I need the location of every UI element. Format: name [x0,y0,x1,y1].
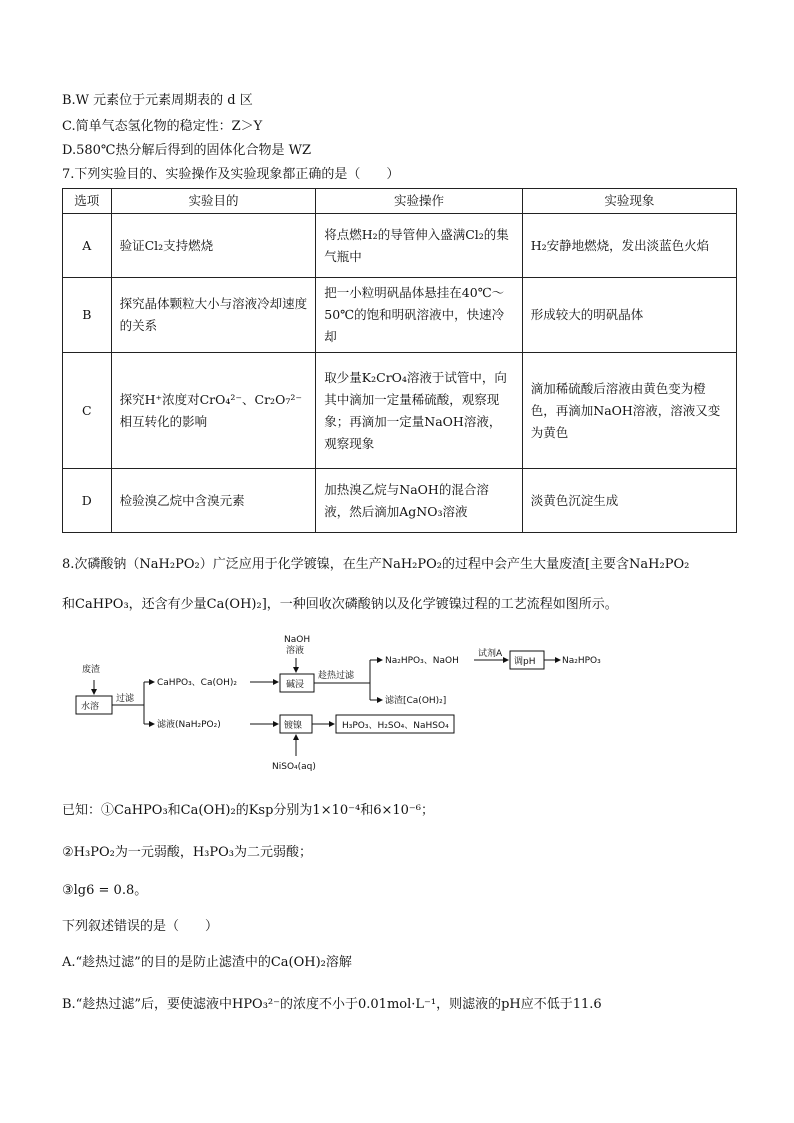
header-purpose: 实验目的 [111,189,316,214]
table-row [63,214,737,278]
header-operation: 实验操作 [316,189,522,214]
header-phenomenon: 实验现象 [522,189,736,214]
flow-alkali: 碱浸 [286,680,305,690]
flow-naoh: NaOH [284,635,311,645]
flow-solid: CaHPO₃、Ca(OH)₂ [157,678,237,688]
row-phenomenon: H₂安静地燃烧，发出淡蓝色火焰 [522,214,736,278]
process-flow-diagram [62,630,622,780]
known-1 [62,802,434,820]
flow-plating: 镀镍 [284,721,303,731]
table-row [63,469,737,533]
question-8-stem-1: 8.次磷酸钠（NaH₂PO₂）广泛应用于化学镀镍，在生产NaH₂PO₂的过程中会产生大量废渣[主要含NaH₂PO₂ [62,557,690,572]
flow-reagent: 试剂A [478,649,503,659]
flow-filtrate1: Na₂HPO₃、NaOH [385,656,459,666]
table-row [63,353,737,469]
row-purpose: 探究H⁺浓度对CrO₄²⁻、Cr₂O₇²⁻相互转化的影响 [111,353,316,469]
experiment-table [62,188,737,533]
row-option: B [63,278,112,353]
flow-product: Na₂HPO₃ [562,656,601,666]
known-3: ③lg6 = 0.8。 [62,883,148,898]
row-operation: 取少量K₂CrO₄溶液于试管中，向其中滴加一定量稀硫酸，观察现象；再滴加一定量NaOH溶液，观察现象 [316,353,522,469]
flow-ph: 调pH [514,657,536,667]
flow-filtrate2: 滤液(NaH₂PO₂) [157,720,221,730]
row-operation: 将点燃H₂的导管伸入盛满Cl₂的集气瓶中 [316,214,522,278]
question-8-option-a: A.“趁热过滤”的目的是防止滤渣中的Ca(OH)₂溶解 [62,955,352,970]
known-2: ②H₃PO₂为一元弱酸，H₃PO₃为二元弱酸； [62,845,312,860]
table-header-row [63,189,737,214]
row-purpose: 探究晶体颗粒大小与溶液冷却速度的关系 [111,278,316,353]
option-c-prev: C.简单气态氢化物的稳定性：Z＞Y [62,119,263,134]
flow-residue: 滤渣[Ca(OH)₂] [385,696,447,706]
flow-niso4: NiSO₄(aq) [272,762,316,772]
row-phenomenon: 滴加稀硫酸后溶液由黄色变为橙色，再滴加NaOH溶液，溶液又变为黄色 [522,353,736,469]
option-d-prev: D.580℃热分解后得到的固体化合物是 WZ [62,143,311,158]
row-phenomenon: 形成较大的明矾晶体 [522,278,736,353]
header-option: 选项 [63,189,112,214]
table-row [63,278,737,353]
row-operation: 加热溴乙烷与NaOH的混合溶液，然后滴加AgNO₃溶液 [316,469,522,533]
known-1-text: ①CaHPO₃和Ca(OH)₂的Ksp分别为1×10⁻⁴和6×10⁻⁶； [101,803,434,818]
option-b-prev: B.W 元素位于元素周期表的 d 区 [62,93,253,108]
known-label: 已知： [62,803,102,818]
row-phenomenon: 淡黄色沉淀生成 [522,469,736,533]
question-8-stem-2: 和CaHPO₃，还含有少量Ca(OH)₂]，一种回收次磷酸钠以及化学镀镍过程的工艺流程如图所示。 [62,597,618,612]
row-option: A [63,214,112,278]
question-7-stem: 7.下列实验目的、实验操作及实验现象都正确的是（ ） [62,167,400,182]
question-8-option-b: B.“趁热过滤”后，要使滤液中HPO₃²⁻的浓度不小于0.01mol·L⁻¹，则滤液的pH应不低于11.6 [62,997,602,1012]
flow-filter: 过滤 [116,694,135,704]
flow-out: H₃PO₃、H₂SO₄、NaHSO₄ [342,721,449,731]
flow-dissolve: 水溶 [81,702,100,712]
flow-naoh-solution: 溶液 [286,646,305,656]
row-option: C [63,353,112,469]
row-purpose: 检验溴乙烷中含溴元素 [111,469,316,533]
question-8-ask: 下列叙述错误的是（ ） [62,919,219,934]
row-purpose: 验证Cl₂支持燃烧 [111,214,316,278]
flow-feed: 废渣 [82,665,101,675]
row-option: D [63,469,112,533]
flow-hotfilter: 趁热过滤 [318,671,355,681]
row-operation: 把一小粒明矾晶体悬挂在40℃～50℃的饱和明矾溶液中，快速冷却 [316,278,522,353]
